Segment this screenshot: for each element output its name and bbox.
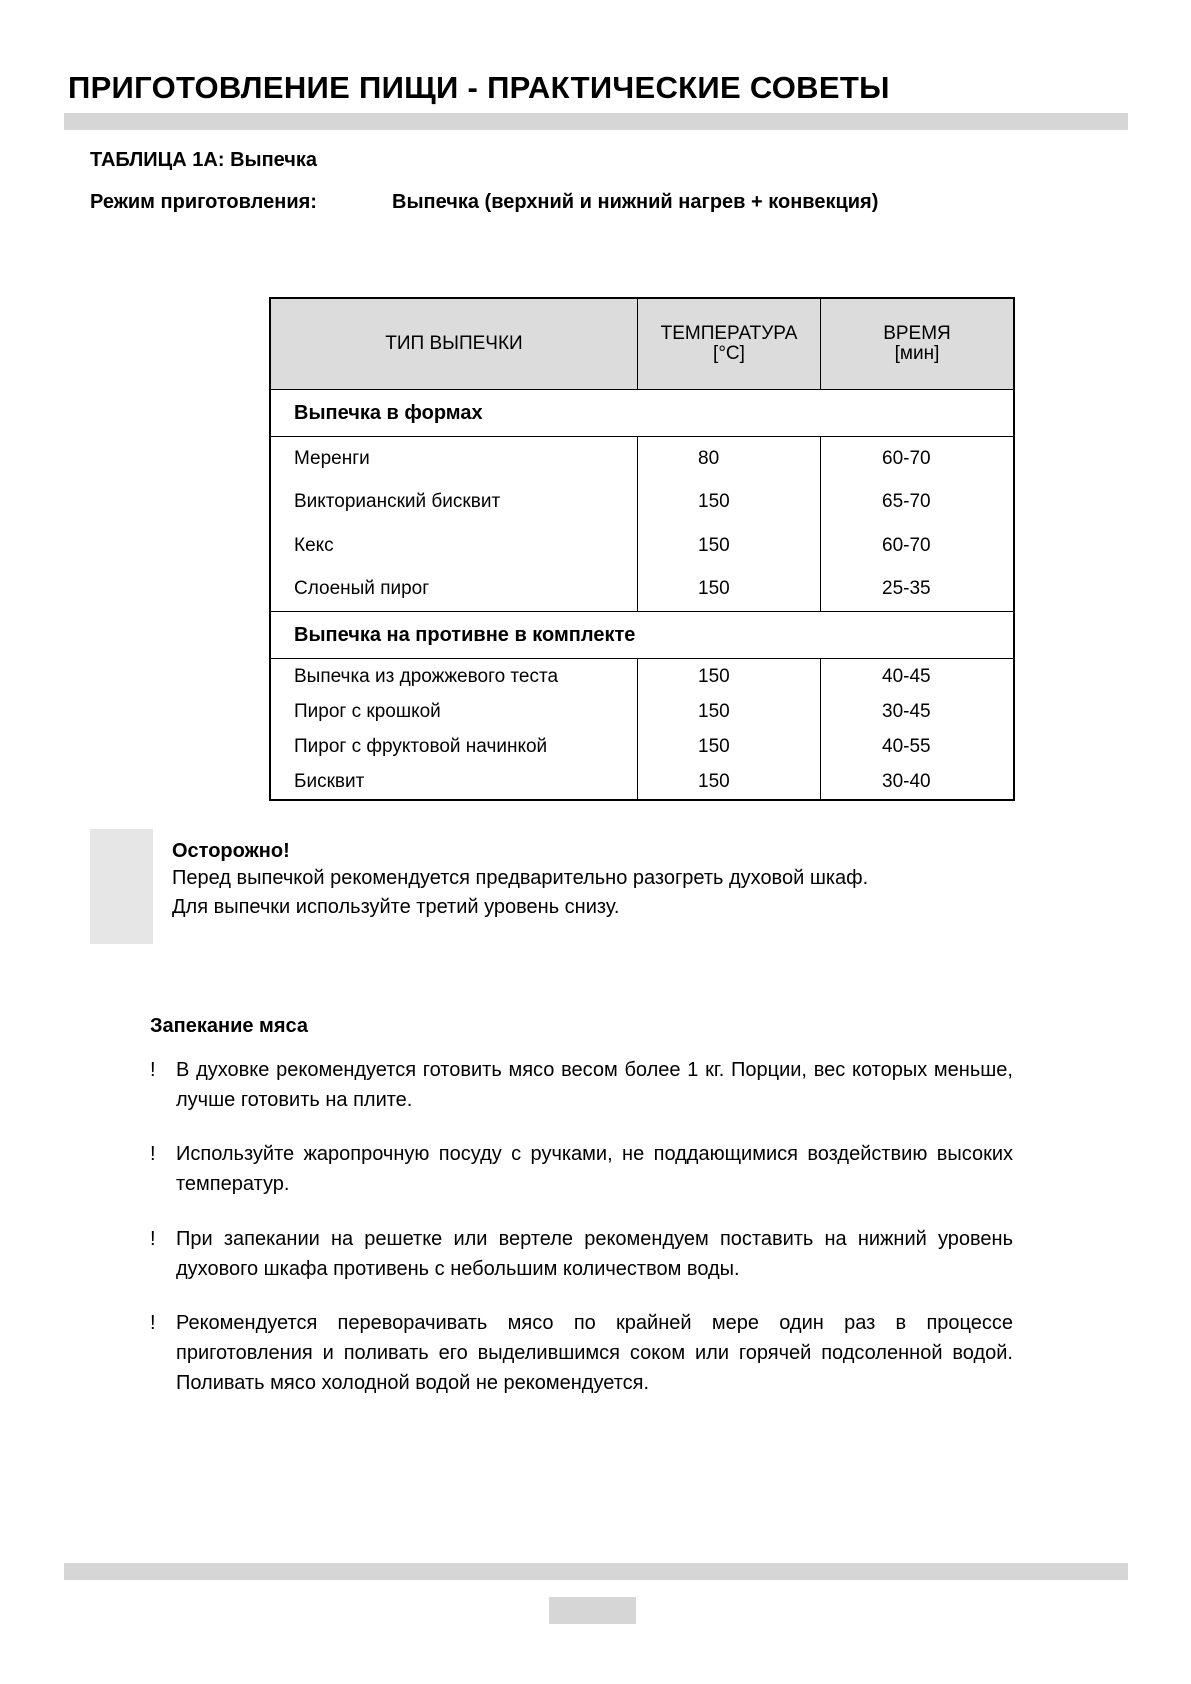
exclamation-icon: !: [150, 1312, 156, 1334]
cell-temp: 150: [638, 764, 821, 800]
exclamation-icon: !: [150, 1143, 156, 1165]
cell-name: Викторианский бисквит: [270, 481, 638, 525]
cell-time: 40-55: [882, 735, 931, 757]
cell-name: Пирог с крошкой: [270, 694, 638, 729]
meat-tip-text: При запекании на решетке или вертеле рекомендуем поставить на нижний уровень духового шкафа противень с небольшим количеством воды.: [176, 1228, 1013, 1280]
table-row: [270, 568, 1014, 612]
cell-time: 25-35: [882, 578, 931, 600]
cell-time: 65-70: [882, 491, 931, 513]
cooking-mode-label: Режим приготовления:: [90, 191, 317, 213]
cell-temp: 150: [638, 524, 821, 568]
table-header-row: [270, 298, 1014, 390]
cell-time: 30-45: [882, 700, 931, 722]
meat-tip-text: Рекомендуется переворачивать мясо по крайней мере один раз в процессе приготовления и поливать его выделившимся соком или горячей подсоленной водой. Поливать мясо холодной водой не рекомендуется.: [176, 1312, 1013, 1394]
cell-temp: 150: [638, 481, 821, 525]
cell-temp: 80: [638, 437, 821, 481]
meat-tip: [150, 1139, 1013, 1199]
page-title: ПРИГОТОВЛЕНИЕ ПИЩИ - ПРАКТИЧЕСКИЕ СОВЕТЫ: [68, 70, 890, 105]
cell-time: 40-45: [882, 665, 931, 687]
meat-heading: Запекание мяса: [150, 1015, 308, 1037]
meat-tip: [150, 1055, 1013, 1115]
exclamation-icon: !: [150, 1059, 156, 1081]
header-temperature: ТЕМПЕРАТУРА [°C]: [638, 298, 821, 390]
warning-title: Осторожно!: [172, 840, 290, 862]
warning-text: Для выпечки используйте третий уровень снизу.: [172, 896, 620, 918]
header-type: ТИП ВЫПЕЧКИ: [270, 298, 638, 390]
cooking-mode-value: Выпечка (верхний и нижний нагрев + конвекция): [392, 191, 879, 213]
table-row: [270, 764, 1014, 800]
table-row: [270, 659, 1014, 695]
cell-name: Слоеный пирог: [270, 568, 638, 612]
header-time: ВРЕМЯ [мин]: [821, 298, 1015, 390]
section-row: [270, 612, 1014, 659]
table-row: [270, 694, 1014, 729]
cell-time: 60-70: [882, 447, 931, 469]
meat-tip-text: В духовке рекомендуется готовить мясо весом более 1 кг. Порции, вес которых меньше, лучше готовить на плите.: [176, 1059, 1013, 1111]
cell-temp: 150: [638, 568, 821, 612]
table-row: [270, 524, 1014, 568]
warning-text: Перед выпечкой рекомендуется предварительно разогреть духовой шкаф.: [172, 867, 869, 889]
cell-temp: 150: [638, 694, 821, 729]
table-row: [270, 481, 1014, 525]
cell-name: Меренги: [270, 437, 638, 481]
cell-time: 30-40: [882, 770, 931, 792]
section-row: [270, 390, 1014, 437]
cell-time: 60-70: [882, 534, 931, 556]
cell-temp: 150: [638, 729, 821, 764]
section-title: Выпечка на противне в комплекте: [270, 612, 1014, 659]
cell-name: Кекс: [270, 524, 638, 568]
meat-tip-text: Используйте жаропрочную посуду с ручками, не поддающимися воздействию высоких температур.: [176, 1143, 1013, 1195]
cell-name: Пирог с фруктовой начинкой: [270, 729, 638, 764]
section-title: Выпечка в формах: [270, 390, 1014, 437]
cell-name: Выпечка из дрожжевого теста: [270, 659, 638, 695]
baking-table: [269, 297, 1015, 801]
cell-temp: 150: [638, 659, 821, 695]
meat-tip: [150, 1224, 1013, 1284]
exclamation-icon: !: [150, 1228, 156, 1250]
header-divider: [64, 113, 1128, 130]
table-row: [270, 729, 1014, 764]
warning-marker: [90, 829, 153, 944]
page-number-box: [549, 1597, 636, 1624]
table-row: [270, 437, 1014, 481]
table-caption: ТАБЛИЦА 1А: Выпечка: [90, 149, 318, 171]
footer-divider: [64, 1563, 1128, 1580]
meat-tip: [150, 1308, 1013, 1398]
cell-name: Бисквит: [270, 764, 638, 800]
